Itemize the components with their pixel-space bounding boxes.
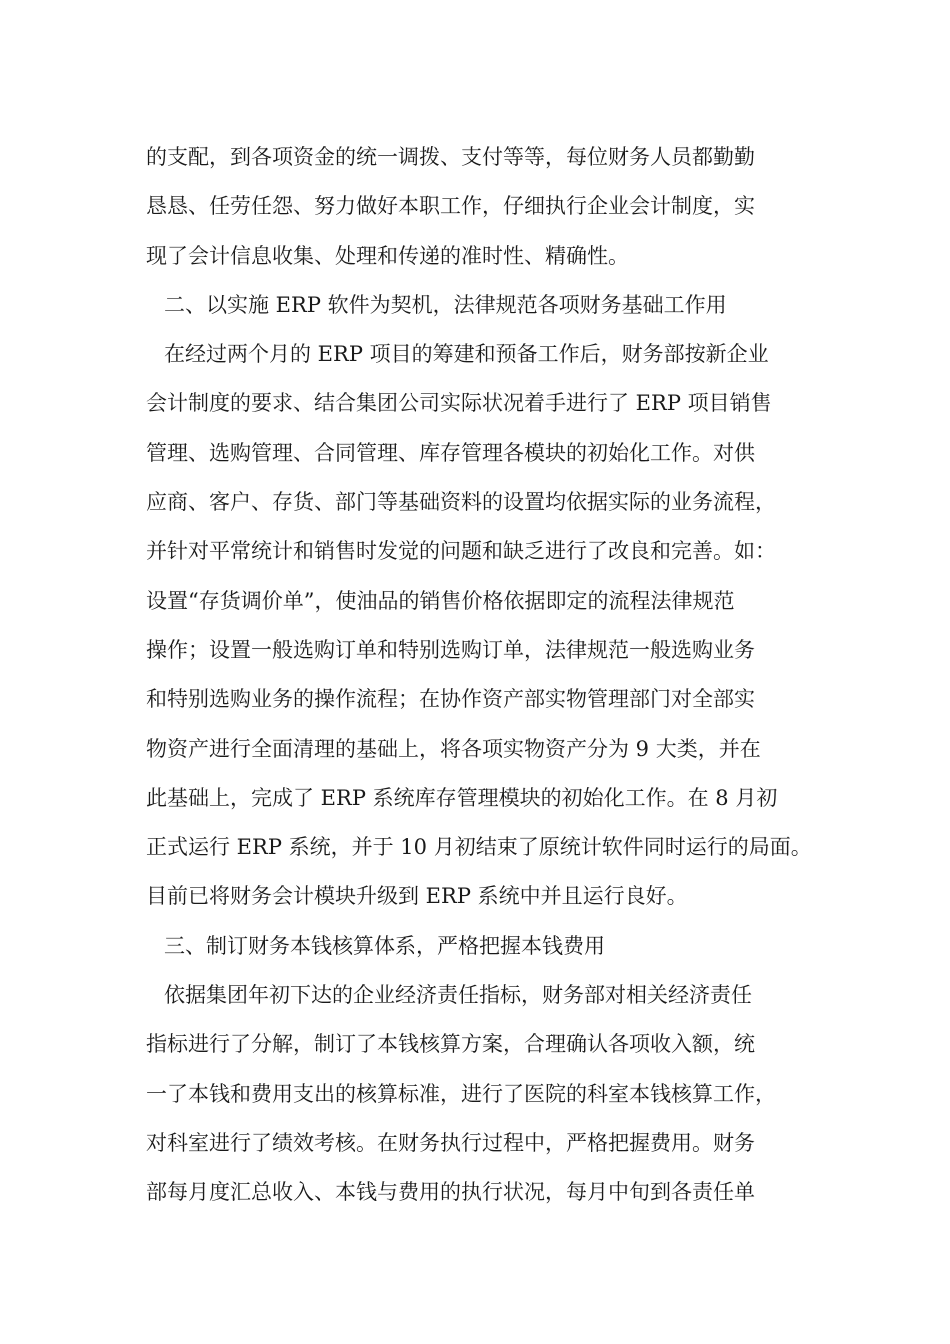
paragraph-line: 恳恳、任劳任怨、努力做好本职工作，仔细执行企业会计制度，实 (146, 194, 755, 219)
paragraph-line: 和特别选购业务的操作流程；在协作资产部实物管理部门对全部实 (146, 687, 755, 712)
document-body (146, 133, 826, 1218)
paragraph-line: 的支配，到各项资金的统一调拨、支付等等，每位财务人员都勤勤 (146, 145, 755, 169)
section-heading: 三、制订财务本钱核算体系，严格把握本钱费用 (164, 933, 605, 958)
paragraph-line: 并针对平常统计和销售时发觉的问题和缺乏进行了改良和完善。如： (146, 539, 776, 564)
paragraph-line: 现了会计信息收集、处理和传递的准时性、精确性。 (146, 243, 629, 268)
paragraph-line: 应商、客户、存货、部门等基础资料的设置均依据实际的业务流程， (146, 490, 776, 515)
paragraph-line: 设置“存货调价单”，使油品的销售价格依据即定的流程法律规范 (146, 588, 735, 613)
paragraph-line: 物资产进行全面清理的基础上，将各项实物资产分为 9 大类，并在 (146, 736, 761, 761)
paragraph-line: 部每月度汇总收入、本钱与费用的执行状况，每月中旬到各责任单 (146, 1180, 755, 1205)
paragraph-line: 管理、选购管理、合同管理、库存管理各模块的初始化工作。对供 (146, 440, 755, 465)
paragraph-line: 依据集团年初下达的企业经济责任指标，财务部对相关经济责任 (164, 983, 752, 1008)
paragraph-line: 正式运行 ERP 系统，并于 10 月初结束了原统计软件同时运行的局面。 (146, 835, 812, 860)
paragraph-line: 操作；设置一般选购订单和特别选购订单，法律规范一般选购业务 (146, 637, 755, 662)
section-heading: 二、以实施 ERP 软件为契机，法律规范各项财务基础工作用 (164, 292, 727, 317)
paragraph-line: 指标进行了分解，制订了本钱核算方案，合理确认各项收入额，统 (146, 1032, 755, 1057)
paragraph-line: 对科室进行了绩效考核。在财务执行过程中，严格把握费用。财务 (146, 1130, 755, 1155)
paragraph-line: 在经过两个月的 ERP 项目的筹建和预备工作后，财务部按新企业 (164, 342, 769, 367)
paragraph-line: 一了本钱和费用支出的核算标准，进行了医院的科室本钱核算工作， (146, 1081, 776, 1106)
paragraph-line: 目前已将财务会计模块升级到 ERP 系统中并且运行良好。 (146, 884, 688, 909)
paragraph-line: 此基础上，完成了 ERP 系统库存管理模块的初始化工作。在 8 月初 (146, 785, 778, 810)
paragraph-line: 会计制度的要求、结合集团公司实际状况着手进行了 ERP 项目销售 (146, 391, 772, 416)
